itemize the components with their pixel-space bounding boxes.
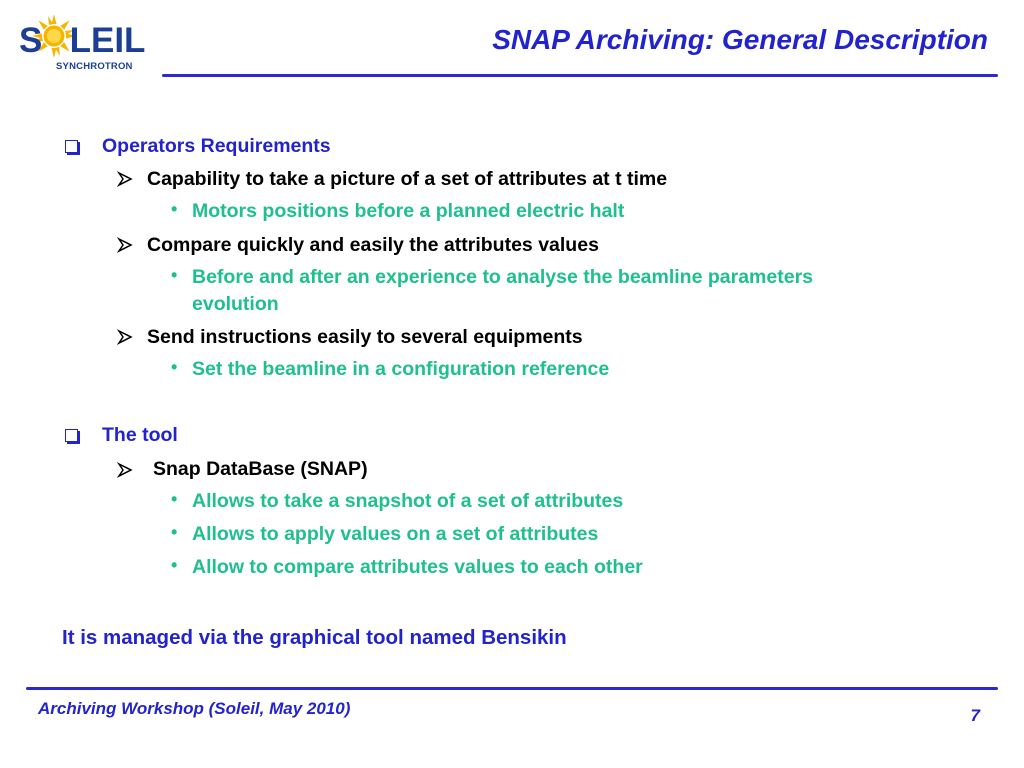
sub-list-item: Allows to take a snapshot of a set of attributes <box>192 490 624 512</box>
dot-bullet-icon: • <box>171 555 178 575</box>
logo-subtitle: SYNCHROTRON <box>56 61 133 72</box>
title-divider <box>162 74 998 77</box>
sub-list-item: Motors positions before a planned electric halt <box>192 200 625 222</box>
checkbox-bullet-icon <box>65 140 78 153</box>
list-item: Snap DataBase (SNAP) <box>153 458 368 480</box>
conclusion-text: It is managed via the graphical tool named Bensikin <box>62 626 567 649</box>
arrow-bullet-icon <box>117 171 133 187</box>
arrow-bullet-icon <box>117 329 133 345</box>
sub-list-item: Allow to compare attributes values to each other <box>192 556 643 578</box>
dot-bullet-icon: • <box>171 489 178 509</box>
section-heading: The tool <box>102 424 178 446</box>
sub-list-item: Set the beamline in a configuration reference <box>192 358 610 380</box>
slide-title: SNAP Archiving: General Description <box>492 24 988 55</box>
footer-divider <box>26 687 998 690</box>
section-heading: Operators Requirements <box>102 135 331 157</box>
sub-list-item-continuation: evolution <box>192 293 279 315</box>
footer-event: Archiving Workshop (Soleil, May 2010) <box>38 699 351 718</box>
soleil-logo <box>16 14 146 76</box>
sub-list-item: Before and after an experience to analyse the beamline parameters <box>192 266 814 288</box>
arrow-bullet-icon <box>117 237 133 253</box>
dot-bullet-icon: • <box>171 522 178 542</box>
dot-bullet-icon: • <box>171 265 178 285</box>
list-item: Send instructions easily to several equipments <box>147 326 583 348</box>
list-item: Capability to take a picture of a set of attributes at t time <box>147 168 668 190</box>
dot-bullet-icon: • <box>171 357 178 377</box>
logo-wordmark: S LEIL <box>19 21 146 60</box>
arrow-bullet-icon <box>117 462 133 478</box>
dot-bullet-icon: • <box>171 199 178 219</box>
page-number: 7 <box>970 706 980 725</box>
checkbox-bullet-icon <box>65 429 78 442</box>
sub-list-item: Allows to apply values on a set of attributes <box>192 523 599 545</box>
list-item: Compare quickly and easily the attributes values <box>147 234 599 256</box>
